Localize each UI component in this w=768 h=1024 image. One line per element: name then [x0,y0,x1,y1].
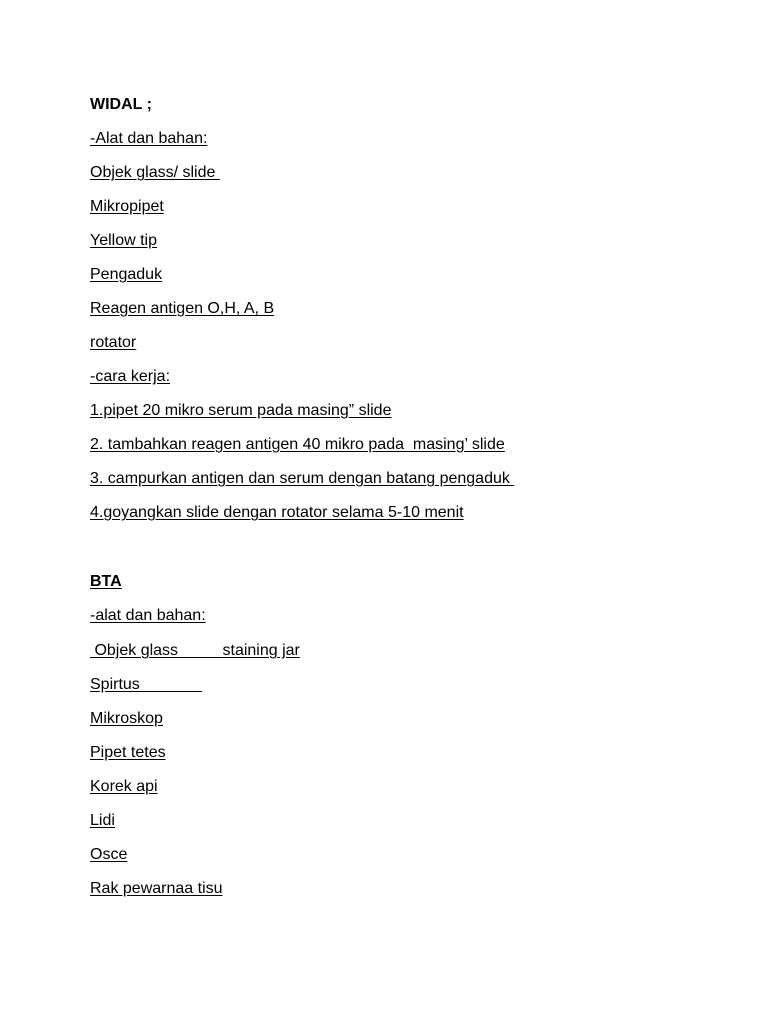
widal-step-item: 3. campurkan antigen dan serum dengan batang pengaduk [90,470,515,487]
widal-tool-item: Reagen antigen O,H, A, B [90,300,275,317]
widal-tool-item: rotator [90,334,137,351]
bta-tool-item: Korek api [90,778,158,795]
bta-tool-item: Pipet tetes [90,744,166,761]
bta-tool-item: Objek glass staining jar [90,642,300,659]
bta-title: BTA [90,573,122,590]
widal-tool-item: Pengaduk [90,266,163,283]
widal-tool-item: Objek glass/ slide [90,164,220,181]
bta-tools-heading: -alat dan bahan: [90,607,206,624]
widal-method-heading: -cara kerja: [90,368,171,385]
bta-tool-item: Lidi [90,812,115,829]
widal-tools-heading: -Alat dan bahan: [90,130,208,147]
bta-tool-item: Osce [90,846,128,863]
bta-tool-item: Mikroskop [90,710,163,727]
bta-tool-item: Rak pewarnaa tisu [90,880,223,897]
widal-title: WIDAL ; [90,96,152,113]
widal-step-item: 1.pipet 20 mikro serum pada masing” slide [90,402,392,419]
widal-tool-item: Mikropipet [90,198,164,215]
widal-step-item: 4.goyangkan slide dengan rotator selama 5-10 menit [90,504,464,521]
bta-tool-item: Spirtus [90,676,203,693]
widal-step-item: 2. tambahkan reagen antigen 40 mikro pada masing’ slide [90,436,505,453]
widal-tool-item: Yellow tip [90,232,158,249]
